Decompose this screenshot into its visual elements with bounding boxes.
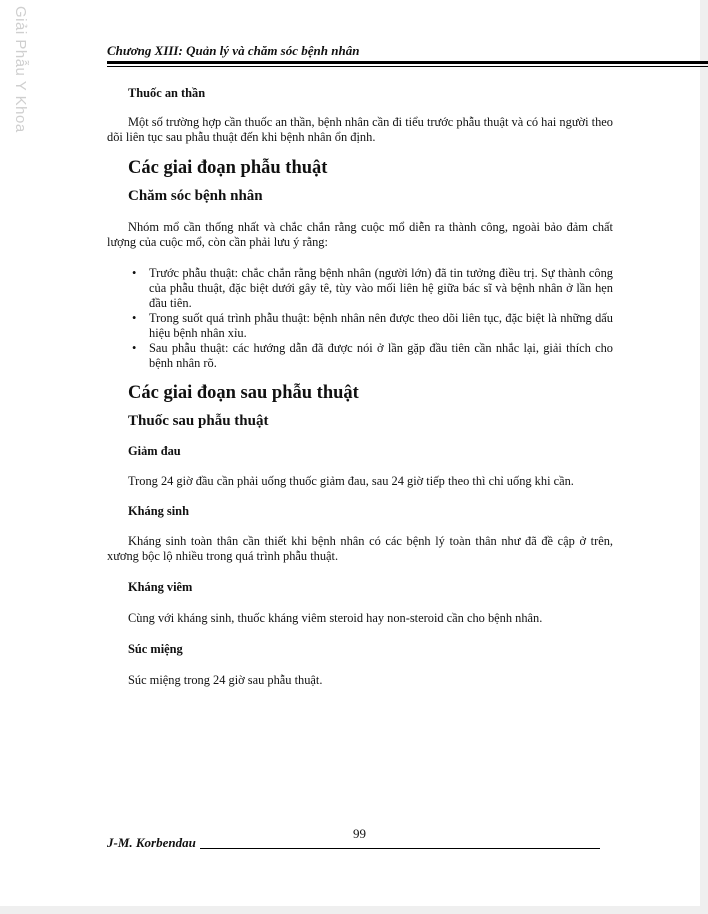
header-rule-thin: [107, 66, 708, 67]
watermark: Giải Phẫu Y Khoa: [12, 6, 29, 133]
bullet-icon: •: [132, 266, 137, 280]
page-number: 99: [353, 826, 366, 841]
list-item-text: Trong suốt quá trình phẫu thuật: bệnh nhân nên được theo dõi liên tục, đặc biệt là những dấu hiệu bệnh nhân xỉu.: [149, 311, 613, 340]
heading-analgesic: Giảm đau: [128, 444, 181, 458]
heading-post-op-stages: Các giai đoạn sau phẫu thuật: [128, 383, 359, 403]
footer-author: J-M. Korbendau: [107, 835, 196, 850]
heading-antibiotic: Kháng sinh: [128, 504, 189, 518]
heading-surgery-stages: Các giai đoạn phẫu thuật: [128, 158, 328, 178]
list-item: [107, 266, 613, 311]
page-content: [107, 82, 613, 688]
list-item-text: Sau phẫu thuật: các hướng dẫn đã được nói ở lần gặp đầu tiên cần nhắc lại, giải thích cho bệnh nhân rõ.: [149, 341, 613, 370]
bullet-icon: •: [132, 311, 137, 325]
heading-patient-care: Chăm sóc bệnh nhân: [128, 188, 263, 204]
bullet-list: [107, 266, 613, 371]
heading-mouthwash: Súc miệng: [128, 642, 183, 656]
paragraph-analgesic: Trong 24 giờ đầu cần phải uống thuốc giảm đau, sau 24 giờ tiếp theo thì chỉ uống khi cần.: [128, 474, 574, 488]
paragraph-sedative: Một số trường hợp cần thuốc an thần, bệnh nhân cần đi tiểu trước phẫu thuật và có hai người theo dõi liên tục sau phẫu thuật đến khi bệnh nhân ổn định.: [107, 115, 613, 144]
header-rule: [107, 61, 708, 64]
heading-sedative: Thuốc an thần: [128, 86, 206, 100]
bullet-icon: •: [132, 341, 137, 355]
paragraph-anti-inflammatory: Cùng với kháng sinh, thuốc kháng viêm steroid hay non-steroid cần cho bệnh nhân.: [128, 611, 543, 625]
list-item: [107, 311, 613, 341]
chapter-header: Chương XIII: Quản lý và chăm sóc bệnh nhân: [107, 43, 360, 58]
paragraph-mouthwash: Súc miệng trong 24 giờ sau phẫu thuật.: [128, 673, 323, 687]
list-item: [107, 341, 613, 371]
list-item-text: Trước phẫu thuật: chắc chắn rằng bệnh nhân (người lớn) đã tin tưởng điều trị. Sự thành công của phẫu thuật, đặc biệt dưới gây tê, tùy vào mối liên hệ giữa bác sĩ và bệnh nhân ở lần hẹn đầu tiên.: [149, 266, 613, 310]
heading-post-op-drugs: Thuốc sau phẫu thuật: [128, 413, 269, 429]
paragraph-patient-care: Nhóm mổ cần thống nhất và chắc chắn rằng cuộc mổ diễn ra thành công, ngoài bảo đảm chất lượng của cuộc mổ, còn cần phải lưu ý rằng:: [107, 220, 613, 249]
heading-anti-inflammatory: Kháng viêm: [128, 580, 193, 594]
footer-rule: [200, 848, 600, 849]
paragraph-antibiotic: Kháng sinh toàn thân cần thiết khi bệnh nhân có các bệnh lý toàn thân như đã đề cập ở trên, xương bộc lộ nhiều trong quá trình phẫu thuật.: [107, 534, 613, 563]
